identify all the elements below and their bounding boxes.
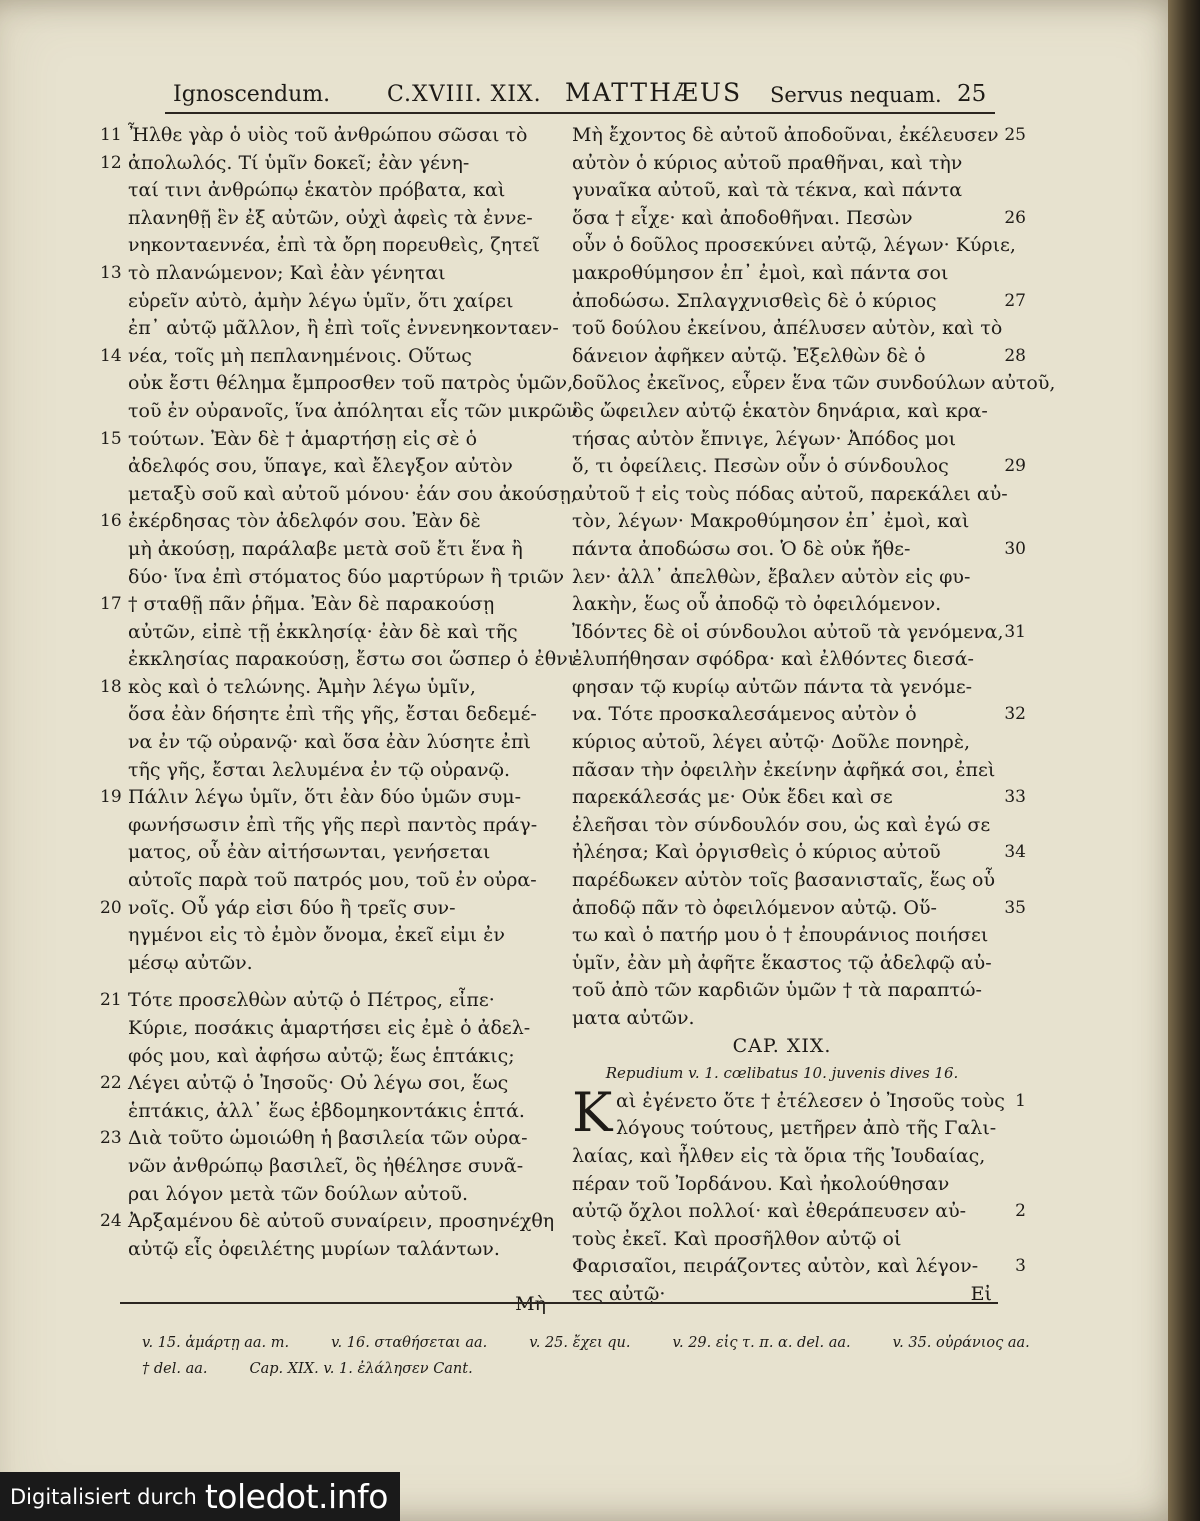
- footnotes: [142, 1330, 1030, 1382]
- text-line: [128, 315, 559, 343]
- verse-text: τοῦ ἐν οὐρανοῖς, ἵνα ἀπόληται εἷς τῶν μικρῶν: [128, 399, 578, 422]
- verse-text: νέα, τοῖς μὴ πεπλανημένοις. Οὕτως: [128, 344, 472, 367]
- text-line: [128, 1098, 546, 1126]
- text-line: [100, 343, 546, 371]
- verse-text: Πάλιν λέγω ὑμῖν, ὅτι ἐὰν δύο ὑμῶν συμ-: [128, 786, 522, 809]
- text-line: [128, 288, 546, 316]
- footnote-entry: Cap. XIX. v. 1. ἐλάλησεν Cant.: [249, 1361, 473, 1377]
- verse-text: ἀποδῷ πᾶν τὸ ὀφειλόμενον αὐτῷ. Οὕ-: [572, 896, 937, 919]
- verse-text: Φαρισαῖοι, πειράζοντες αὐτὸν, καὶ λέγον-: [572, 1255, 979, 1278]
- catchword: Εἰ: [970, 1282, 992, 1305]
- footnote-line-2: [142, 1356, 1002, 1382]
- verse-number: 15: [100, 428, 122, 449]
- text-line: [572, 757, 996, 785]
- text-line: [572, 812, 992, 840]
- verse-text: ηγμένοι εἰς τὸ ἐμὸν ὄνομα, ἐκεῖ εἰμι ἐν: [128, 924, 505, 947]
- text-line: [128, 370, 574, 398]
- text-line: [100, 150, 546, 178]
- verse-text: Τότε προσελθὼν αὐτῷ ὁ Πέτρος, εἶπε·: [128, 989, 495, 1012]
- verse-number: 21: [100, 990, 122, 1011]
- text-line: [572, 370, 1056, 398]
- verse-text: † σταθῇ πᾶν ῥῆμα. Ἐὰν δὲ παρακούσῃ: [128, 593, 495, 616]
- text-line: [128, 205, 546, 233]
- text-line: [572, 729, 992, 757]
- verse-text: κὸς καὶ ὁ τελώνης. Ἀμὴν λέγω ὑμῖν,: [128, 675, 476, 698]
- verse-text: τες αὐτῷ·: [572, 1282, 666, 1305]
- text-line: [572, 619, 1026, 647]
- verse-text: φησαν τῷ κυρίῳ αὐτῶν πάντα τὰ γενόμε-: [572, 675, 973, 698]
- verse-text: αὐτῷ ὄχλοι πολλοί· καὶ ἐθεράπευσεν αὐ-: [572, 1200, 967, 1223]
- watermark-site-link[interactable]: toledot.info: [204, 1477, 388, 1516]
- verse-text: Μὴ ἔχοντος δὲ αὐτοῦ ἀποδοῦναι, ἐκέλευσεν: [572, 124, 999, 146]
- verse-text: δύο· ἵνα ἐπὶ στόματος δύο μαρτύρων ἢ τριῶν: [128, 565, 565, 588]
- verse-text: ὑμῖν, ἐὰν μὴ ἀφῆτε ἕκαστος τῷ ἀδελφῷ αὐ-: [572, 951, 992, 974]
- verse-text: εὑρεῖν αὐτὸ, ἀμὴν λέγω ὑμῖν, ὅτι χαίρει: [128, 289, 514, 312]
- verse-text: τω καὶ ὁ πατήρ μου ὁ † ἐπουράνιος ποιήσει: [572, 924, 989, 947]
- verse-text: τοῦ δούλου ἐκείνου, ἀπέλυσεν αὐτὸν, καὶ τὸ: [572, 317, 1003, 340]
- verse-text: τούτων. Ἐὰν δὲ † ἁμαρτήσῃ εἰς σὲ ὁ: [128, 427, 478, 450]
- text-line: [128, 812, 546, 840]
- footnote-line-1: [142, 1330, 1030, 1356]
- verse-number: 25: [1004, 125, 1026, 145]
- verse-number: 18: [100, 676, 122, 697]
- text-line: [128, 839, 546, 867]
- catchword: Μὴ: [515, 1292, 546, 1315]
- verse-number: 12: [100, 152, 122, 173]
- verse-text: τὸ πλανώμενον; Καὶ ἐὰν γένηται: [128, 261, 446, 284]
- text-line: [100, 895, 546, 923]
- text-line: [572, 1115, 997, 1143]
- book-gutter: [1168, 0, 1200, 1521]
- text-line: [572, 701, 1026, 729]
- text-line: [572, 867, 996, 895]
- text-line: [572, 1171, 992, 1199]
- text-line: [572, 591, 992, 619]
- verse-text: ἀδελφός σου, ὕπαγε, καὶ ἔλεγξον αὐτὸν: [128, 455, 513, 478]
- text-line: [572, 426, 992, 454]
- verse-number: 3: [1015, 1256, 1026, 1277]
- text-line: [572, 1226, 992, 1254]
- verse-text: τοῦ ἀπὸ τῶν καρδιῶν ὑμῶν † τὰ παραπτώ-: [572, 979, 982, 1002]
- text-line: [128, 481, 577, 509]
- verse-text: αὐτὸν ὁ κύριος αὐτοῦ πραθῆναι, καὶ τὴν: [572, 151, 963, 174]
- verse-number: 27: [1004, 290, 1026, 311]
- verse-text: οὐκ ἔστι θέλημα ἔμπροσθεν τοῦ πατρὸς ὑμῶν,: [128, 372, 574, 395]
- header-chapter: C.XVIII. XIX.: [387, 82, 542, 107]
- text-line: [572, 1281, 992, 1309]
- verse-text: ὅ, τι ὀφείλεις. Πεσὼν οὖν ὁ σύνδουλος: [572, 455, 949, 478]
- verse-text: νῶν ἀνθρώπῳ βασιλεῖ, ὃς ἠθέλησε συνᾶ-: [128, 1154, 524, 1177]
- verse-number: 31: [1004, 621, 1026, 642]
- text-line: [128, 729, 546, 757]
- verse-number: 32: [1004, 704, 1026, 725]
- verse-number: 26: [1004, 207, 1026, 228]
- text-line: [572, 177, 992, 205]
- verse-text: φωνήσωσιν ἐπὶ τῆς γῆς περὶ παντὸς πράγ-: [128, 813, 538, 836]
- text-line: [128, 177, 546, 205]
- text-line: [128, 1015, 546, 1043]
- text-line: [100, 1125, 546, 1153]
- verse-text: ταί τινι ἀνθρώπῳ ἑκατὸν πρόβατα, καὶ: [128, 179, 506, 202]
- verse-text: νηκονταεννέα, ἐπὶ τὰ ὄρη πορευθεὶς, ζητεῖ: [128, 234, 540, 257]
- verse-text: ἐκέρδησας τὸν ἀδελφόν σου. Ἐὰν δὲ: [128, 510, 481, 533]
- verse-number: 29: [1004, 456, 1026, 477]
- footnote-entry: v. 25. ἔχει qu.: [529, 1335, 631, 1351]
- verse-text: γυναῖκα αὐτοῦ, καὶ τὰ τέκνα, καὶ πάντα: [572, 179, 963, 202]
- text-line: [572, 343, 1026, 371]
- text-line: [100, 674, 546, 702]
- verse-text: αὐτῶν, εἰπὲ τῇ ἐκκλησίᾳ· ἐὰν δὲ καὶ τῆς: [128, 620, 518, 643]
- text-line: [572, 122, 1026, 150]
- text-line: [100, 987, 546, 1015]
- verse-number: 35: [1004, 897, 1026, 918]
- verse-text: να. Τότε προσκαλεσάμενος αὐτὸν ὁ: [572, 703, 917, 726]
- verse-text: τοὺς ἐκεῖ. Καὶ προσῆλθον αὐτῷ οἱ: [572, 1227, 902, 1250]
- verse-number: 22: [100, 1073, 122, 1094]
- verse-number: 33: [1004, 787, 1026, 808]
- verse-text: μεταξὺ σοῦ καὶ αὐτοῦ μόνου· ἐάν σου ἀκούσῃ,: [128, 482, 577, 505]
- verse-text: ἐλεῆσαι τὸν σύνδουλόν σου, ὡς καὶ ἐγώ σε: [572, 813, 991, 836]
- digitization-watermark[interactable]: [0, 1472, 400, 1521]
- verse-number: 14: [100, 345, 122, 366]
- verse-text: λακὴν, ἕως οὗ ἀποδῷ τὸ ὀφειλόμενον.: [572, 593, 942, 616]
- text-line: [128, 646, 582, 674]
- running-header: [165, 72, 995, 114]
- verse-text: ματα αὐτῶν.: [572, 1007, 695, 1029]
- verse-text: τήσας αὐτὸν ἔπνιγε, λέγων· Ἀπόδος μοι: [572, 427, 957, 450]
- verse-text: ραι λόγον μετὰ τῶν δούλων αὐτοῦ.: [128, 1182, 468, 1205]
- verse-text: ὃς ὤφειλεν αὐτῷ ἑκατὸν δηνάρια, καὶ κρα-: [572, 399, 988, 422]
- text-line: [572, 232, 1016, 260]
- text-line: [100, 784, 546, 812]
- text-line: [572, 564, 992, 592]
- text-line: [572, 895, 1026, 923]
- text-line: [128, 1236, 546, 1264]
- text-line: [572, 977, 992, 1005]
- text-line: [572, 398, 992, 426]
- verse-text: μακροθύμησον ἐπ᾽ ἐμοὶ, καὶ πάντα σοι: [572, 261, 949, 284]
- text-line: [128, 536, 546, 564]
- verse-text: Ἦλθε γὰρ ὁ υἱὸς τοῦ ἀνθρώπου σῶσαι τὸ: [128, 124, 528, 146]
- footnote-entry: v. 16. σταθήσεται aa.: [331, 1335, 488, 1351]
- verse-text: λεν· ἀλλ᾽ ἀπελθὼν, ἔβαλεν αὐτὸν εἰς φυ-: [572, 565, 971, 588]
- header-right-title: Servus nequam.: [770, 83, 942, 107]
- text-line: [572, 288, 1026, 316]
- verse-number: 13: [100, 262, 122, 283]
- verse-text: Ἀρξαμένου δὲ αὐτοῦ συναίρειν, προσηνέχθη: [128, 1210, 555, 1233]
- text-line: [572, 1005, 992, 1033]
- footnote-entry: v. 29. εἰς τ. π. α. del. aa.: [672, 1335, 851, 1351]
- text-line: [572, 1143, 992, 1171]
- verse-text: ὅσα † εἶχε· καὶ ἀποδοθῆναι. Πεσὼν: [572, 206, 913, 229]
- drop-cap-initial: K: [572, 1080, 613, 1144]
- text-line: [128, 1263, 546, 1291]
- text-line: [128, 950, 546, 978]
- verse-number: 30: [1004, 538, 1026, 559]
- header-book-title: MATTHÆUS: [565, 78, 743, 107]
- verse-text: παρέδωκεν αὐτὸν τοῖς βασανισταῖς, ἕως οὗ: [572, 869, 996, 892]
- text-line: [128, 1291, 546, 1319]
- verse-text: ἀποδώσω. Σπλαγχνισθεὶς δὲ ὁ κύριος: [572, 289, 937, 312]
- verse-text: μὴ ἀκούσῃ, παράλαβε μετὰ σοῦ ἔτι ἕνα ἢ: [128, 537, 523, 560]
- text-line: [100, 426, 546, 454]
- footnote-entry: v. 15. ἁμάρτῃ aa. m.: [142, 1335, 290, 1351]
- verse-text: ἀπολωλός. Τί ὑμῖν δοκεῖ; ἐὰν γένη-: [128, 151, 470, 174]
- verse-number: 23: [100, 1128, 122, 1149]
- verse-number: 28: [1004, 345, 1026, 366]
- text-line: [100, 591, 546, 619]
- text-line: [100, 260, 546, 288]
- text-line: [128, 1181, 546, 1209]
- verse-number: 17: [100, 594, 122, 615]
- verse-number: 1: [1015, 1090, 1026, 1111]
- verse-text: παρεκάλεσάς με· Οὐκ ἔδει καὶ σε: [572, 786, 893, 809]
- verse-text: αὐτοῖς παρὰ τοῦ πατρός μου, τοῦ ἐν οὐρα-: [128, 869, 537, 892]
- footnote-entry: v. 35. οὐράνιος aa.: [892, 1335, 1030, 1351]
- verse-text: ἠλέησα; Καὶ ὀργισθεὶς ὁ κύριος αὐτοῦ: [572, 841, 941, 864]
- verse-text: αὐτοῦ † εἰς τοὺς πόδας αὐτοῦ, παρεκάλει αὐ-: [572, 482, 1008, 505]
- verse-text: ἑπτάκις, ἀλλ᾽ ἕως ἑβδομηκοντάκις ἑπτά.: [128, 1099, 525, 1122]
- text-line: [572, 922, 992, 950]
- verse-text: οὖν ὁ δοῦλος προσεκύνει αὐτῷ, λέγων· Κύριε,: [572, 234, 1016, 257]
- verse-text: φός μου, καὶ ἀφήσω αὐτῷ; ἕως ἑπτάκις;: [128, 1044, 515, 1067]
- text-line: [128, 867, 546, 895]
- verse-text: ἐλυπήθησαν σφόδρα· καὶ ἐλθόντες διεσά-: [572, 648, 974, 671]
- verse-text: δοῦλος ἐκεῖνος, εὗρεν ἕνα τῶν συνδούλων αὐτοῦ,: [572, 372, 1056, 395]
- verse-text: ἐπ᾽ αὐτῷ μᾶλλον, ἢ ἐπὶ τοῖς ἐννενηκονταεν-: [128, 317, 559, 340]
- verse-number: 24: [100, 1211, 122, 1232]
- text-line: [100, 508, 546, 536]
- text-line: [572, 508, 992, 536]
- verse-number: 16: [100, 511, 122, 532]
- text-line: [572, 1253, 1026, 1281]
- verse-text: τὸν, λέγων· Μακροθύμησον ἐπ᾽ ἐμοὶ, καὶ: [572, 510, 970, 533]
- left-text-column: [100, 122, 582, 1319]
- verse-text: πάντα ἀποδώσω σοι. Ὁ δὲ οὐκ ἤθε-: [572, 537, 911, 560]
- verse-text: Ἰδόντες δὲ οἱ σύνδουλοι αὐτοῦ τὰ γενόμενα,: [572, 620, 1004, 643]
- verse-number: 34: [1004, 842, 1026, 863]
- verse-text: ματος, οὗ ἐὰν αἰτήσωνται, γενήσεται: [128, 841, 491, 864]
- chapter-summary: Repudium v. 1. cœlibatus 10. juvenis dives 16.: [605, 1064, 959, 1083]
- verse-text: νοῖς. Οὗ γάρ εἰσι δύο ἢ τρεῖς συν-: [128, 896, 456, 919]
- text-line: [100, 1070, 546, 1098]
- text-line: [572, 646, 992, 674]
- header-left-title: Ignoscendum.: [173, 82, 331, 107]
- verse-number: 20: [100, 897, 122, 918]
- footnote-entry: † del. aa.: [142, 1361, 208, 1377]
- text-line: [572, 481, 1008, 509]
- text-line: [572, 315, 1003, 343]
- page-number: 25: [957, 81, 987, 107]
- verse-text: ὅσα ἐὰν δήσητε ἐπὶ τῆς γῆς, ἔσται δεδεμέ-: [128, 703, 537, 726]
- verse-number: 19: [100, 787, 122, 808]
- text-line: [128, 757, 546, 785]
- text-line: [572, 536, 1026, 564]
- paragraph-gap: [128, 977, 546, 987]
- text-line: [128, 453, 546, 481]
- text-line: [128, 922, 546, 950]
- verse-text: δάνειον ἀφῆκεν αὐτῷ. Ἐξελθὼν δὲ ὁ: [572, 344, 926, 367]
- text-line: [572, 784, 1026, 812]
- text-line: [572, 674, 992, 702]
- verse-number: 11: [100, 125, 122, 145]
- watermark-prefix: Digitalisiert durch: [10, 1484, 197, 1509]
- verse-text: αὐτῷ εἷς ὀφειλέτης μυρίων ταλάντων.: [128, 1237, 500, 1260]
- verse-text: τῆς γῆς, ἔσται λελυμένα ἐν τῷ οὐρανῷ.: [128, 758, 511, 781]
- text-line: [128, 564, 565, 592]
- verse-text: κύριος αὐτοῦ, λέγει αὐτῷ· Δοῦλε πονηρὲ,: [572, 731, 971, 754]
- verse-text: λόγους τούτους, μετῆρεν ἀπὸ τῆς Γαλι-: [616, 1117, 997, 1140]
- text-line: [572, 205, 1026, 233]
- text-line: [128, 701, 546, 729]
- text-line: [128, 619, 546, 647]
- text-line: [572, 150, 992, 178]
- text-line: [572, 453, 1026, 481]
- verse-text: Κύριε, ποσάκις ἁμαρτήσει εἰς ἐμὲ ὁ ἀδελ-: [128, 1017, 531, 1039]
- verse-text: πλανηθῇ ἓν ἐξ αὐτῶν, οὐχὶ ἀφεὶς τὰ ἐννε-: [128, 206, 533, 229]
- verse-text: να ἐν τῷ οὐρανῷ· καὶ ὅσα ἐὰν λύσητε ἐπὶ: [128, 731, 531, 754]
- verse-text: πᾶσαν τὴν ὀφειλὴν ἐκείνην ἀφῆκά σοι, ἐπεὶ: [572, 758, 996, 781]
- verse-text: μέσῳ αὐτῶν.: [128, 951, 253, 974]
- text-line: [100, 122, 546, 150]
- verse-text: αὶ ἐγένετο ὅτε † ἐτέλεσεν ὁ Ἰησοῦς τοὺς: [616, 1089, 1005, 1112]
- text-line: [100, 1208, 555, 1236]
- text-line: [128, 232, 546, 260]
- text-line: [128, 1153, 546, 1181]
- verse-text: Λέγει αὐτῷ ὁ Ἰησοῦς· Οὐ λέγω σοι, ἕως: [128, 1072, 509, 1095]
- chapter-heading: CAP. XIX.: [732, 1034, 832, 1057]
- verse-text: λαίας, καὶ ἦλθεν εἰς τὰ ὅρια τῆς Ἰουδαίας,: [572, 1144, 986, 1167]
- text-line: [128, 398, 578, 426]
- verse-text: Διὰ τοῦτο ὡμοιώθη ἡ βασιλεία τῶν οὐρα-: [128, 1127, 528, 1150]
- right-text-column: [572, 122, 1056, 1309]
- text-line: [572, 260, 992, 288]
- verse-text: ἐκκλησίας παρακούσῃ, ἔστω σοι ὥσπερ ὁ ἐθνι-: [128, 648, 582, 671]
- verse-number: 2: [1015, 1201, 1026, 1222]
- footnote-rule: [120, 1302, 998, 1304]
- text-line: [128, 1043, 546, 1071]
- text-line: [572, 839, 1026, 867]
- text-line: [572, 950, 992, 978]
- verse-text: πέραν τοῦ Ἰορδάνου. Καὶ ἠκολούθησαν: [572, 1172, 950, 1195]
- text-line: [572, 1198, 1026, 1226]
